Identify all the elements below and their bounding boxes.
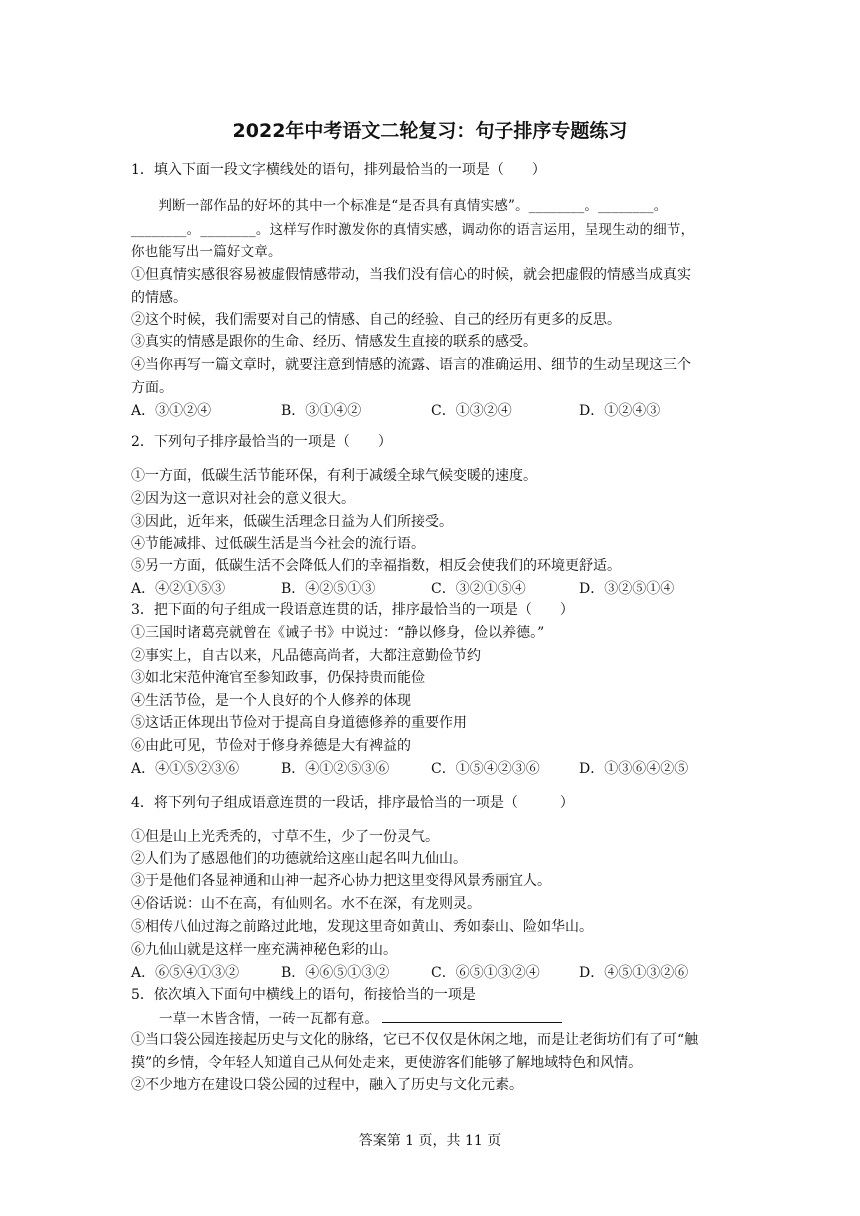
q4-item: ③于是他们各显神通和山神一起齐心协力把这里变得风景秀丽宜人。 xyxy=(131,873,551,889)
q3-option-d[interactable]: D．①③⑥④②⑤ xyxy=(579,761,689,777)
q5-item: ①当口袋公园连接起历史与文化的脉络，它已不仅仅是休闲之地，而是让老街坊们有了可“触 xyxy=(131,1032,699,1048)
q4-item: ⑤相传八仙过海之前路过此地，发现这里奇如黄山、秀如泰山、险如华山。 xyxy=(131,919,593,935)
q1-options xyxy=(131,400,731,420)
q3-option-a[interactable]: A．④①⑤②③⑥ xyxy=(131,761,240,777)
q1-option-d[interactable]: D．①②④③ xyxy=(579,403,661,419)
q3-item: ①三国时诸葛亮就曾在《诫子书》中说过：“静以修身，俭以养德。” xyxy=(131,625,545,641)
q1-passage-line: ________。________。这样写作时激发你的真情实感，调动你的语言运用，呈现生动的细节， xyxy=(131,222,695,238)
q3-item: ⑥由此可见，节俭对于修身养德是大有裨益的 xyxy=(131,738,411,754)
q3-options xyxy=(131,758,731,778)
q5-answer-blank[interactable] xyxy=(382,1008,562,1023)
q2-stem: 2．下列句子排序最恰当的一项是（ ） xyxy=(131,434,392,450)
q4-item: ①但是山上光秃秃的，寸草不生，少了一份灵气。 xyxy=(131,829,439,845)
q1-stem: 1．填入下面一段文字横线处的语句，排列最恰当的一项是（ ） xyxy=(131,162,546,178)
q5-quote: 一草一木皆含情，一砖一瓦都有意。 xyxy=(159,1011,379,1027)
q2-option-c[interactable]: C．③②①⑤④ xyxy=(431,581,526,597)
page-title: 2022年中考语文二轮复习：句子排序专题练习 xyxy=(232,120,628,142)
q5-item: ②不少地方在建设口袋公园的过程中，融入了历史与文化元素。 xyxy=(131,1077,523,1093)
q2-item: ②因为这一意识对社会的意义很大。 xyxy=(131,491,355,507)
q1-passage-line: 你也能写出一篇好文章。 xyxy=(131,244,282,260)
q1-item: 方面。 xyxy=(131,380,173,396)
q4-option-b[interactable]: B．④⑥⑤①③② xyxy=(281,965,390,981)
q4-item: ④俗话说：山不在高，有仙则名。水不在深，有龙则灵。 xyxy=(131,896,481,912)
q1-item: ①但真情实感很容易被虚假情感带动，当我们没有信心的时候，就会把虚假的情感当成真实 xyxy=(131,267,691,283)
q4-option-a[interactable]: A．⑥⑤④①③② xyxy=(131,965,240,981)
q3-item: ③如北宋范仲淹官至参知政事，仍保持贵而能俭 xyxy=(131,670,425,686)
q3-item: ⑤这话正体现出节俭对于提高自身道德修养的重要作用 xyxy=(131,715,467,731)
q2-item: ③因此，近年来，低碳生活理念日益为人们所接受。 xyxy=(131,514,453,530)
q1-item: 的情感。 xyxy=(131,290,187,306)
q3-option-b[interactable]: B．④①②⑤③⑥ xyxy=(281,761,390,777)
q3-item: ④生活节俭，是一个人良好的个人修养的体现 xyxy=(131,693,411,709)
q1-passage-line: 判断一部作品的好坏的其中一个标准是“是否具有真情实感”。________。________。 xyxy=(131,198,668,214)
q2-option-a[interactable]: A．④②①⑤③ xyxy=(131,581,226,597)
q1-item: ④当你再写一篇文章时，就要注意到情感的流露、语言的准确运用、细节的生动呈现这三个 xyxy=(131,357,691,373)
q4-item: ②人们为了感恩他们的功德就给这座山起名叫九仙山。 xyxy=(131,851,467,867)
q1-option-a[interactable]: A．③①②④ xyxy=(131,403,212,419)
q3-option-c[interactable]: C．①⑤④②③⑥ xyxy=(431,761,540,777)
q4-option-c[interactable]: C．⑥⑤①③②④ xyxy=(431,965,540,981)
q4-options xyxy=(131,962,731,982)
q4-stem: 4．将下列句子组成语意连贯的一段话，排序最恰当的一项是（ ） xyxy=(131,795,574,811)
q5-item: 摸”的乡情，令年轻人知道自己从何处走来，更使游客们能够了解地域特色和风情。 xyxy=(131,1055,643,1071)
q5-quote-line xyxy=(131,1008,731,1029)
q4-option-d[interactable]: D．④⑤①③②⑥ xyxy=(579,965,689,981)
q1-item: ②这个时候，我们需要对自己的情感、自己的经验、自己的经历有更多的反思。 xyxy=(131,312,621,328)
q1-option-c[interactable]: C．①③②④ xyxy=(431,403,512,419)
q4-item: ⑥九仙山就是这样一座充满神秘色彩的山。 xyxy=(131,942,397,958)
q2-option-b[interactable]: B．④②⑤①③ xyxy=(281,581,376,597)
q2-item: ①一方面，低碳生活节能环保，有利于减缓全球气候变暖的速度。 xyxy=(131,468,537,484)
q1-item: ③真实的情感是跟你的生命、经历、情感发生直接的联系的感受。 xyxy=(131,334,537,350)
q5-stem: 5．依次填入下面句中横线上的语句，衔接恰当的一项是 xyxy=(131,987,476,1003)
q3-stem: 3．把下面的句子组成一段语意连贯的话，排序最恰当的一项是（ ） xyxy=(131,602,574,618)
q2-item: ④节能减排、过低碳生活是当今社会的流行语。 xyxy=(131,536,425,552)
q1-option-b[interactable]: B．③①④② xyxy=(281,403,362,419)
page-footer: 答案第 1 页，共 11 页 xyxy=(358,1133,502,1149)
q2-item: ⑤另一方面，低碳生活不会降低人们的幸福指数，相反会使我们的环境更舒适。 xyxy=(131,558,621,574)
q2-options xyxy=(131,578,731,598)
q3-item: ②事实上，自古以来，凡品德高尚者，大都注意勤俭节约 xyxy=(131,648,481,664)
q2-option-d[interactable]: D．③②⑤①④ xyxy=(579,581,675,597)
